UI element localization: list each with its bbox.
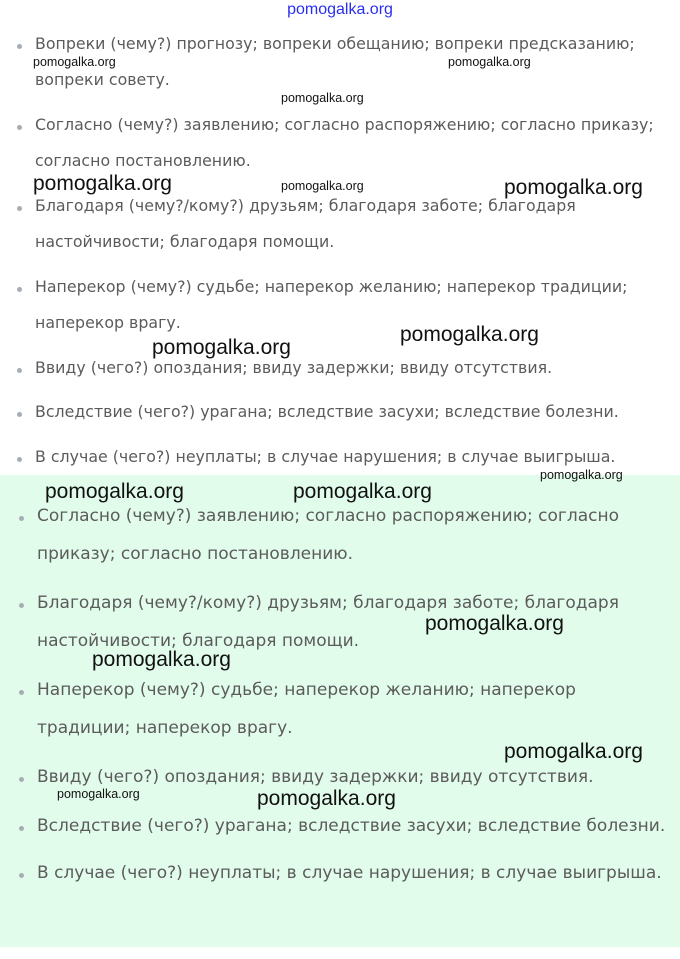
- item-line: настойчивости; благодаря помощи.: [37, 631, 360, 651]
- bullet-icon: [19, 777, 24, 782]
- watermark: pomogalka.org: [281, 91, 364, 105]
- watermark: pomogalka.org: [400, 323, 539, 346]
- item-line: Ввиду (чего?) опоздания; ввиду задержки; ввиду отсутствия.: [35, 358, 553, 377]
- watermark: pomogalka.org: [257, 787, 396, 810]
- item-line: согласно постановлению.: [35, 151, 251, 170]
- item-line: настойчивости; благодаря помощи.: [35, 232, 335, 251]
- bullet-icon: [17, 457, 22, 462]
- watermark: pomogalka.org: [45, 480, 184, 503]
- item-line: Вследствие (чего?) урагана; вследствие засухи; вследствие болезни.: [37, 816, 666, 836]
- item-line: Наперекор (чему?) судьбе; наперекор желанию; наперекор традиции;: [35, 277, 628, 296]
- item-line: приказу; согласно постановлению.: [37, 544, 354, 564]
- bullet-icon: [17, 44, 22, 49]
- watermark: pomogalka.org: [504, 176, 643, 199]
- site-link[interactable]: pomogalka.org: [287, 1, 393, 18]
- bullet-icon: [19, 690, 24, 695]
- bullet-icon: [17, 206, 22, 211]
- item-line: В случае (чего?) неуплаты; в случае нарушения; в случае выигрыша.: [35, 447, 616, 466]
- bullet-icon: [19, 516, 24, 521]
- bullet-icon: [19, 873, 24, 878]
- bullet-icon: [19, 826, 24, 831]
- item-line: Вопреки (чему?) прогнозу; вопреки обещанию; вопреки предсказанию;: [35, 34, 635, 53]
- watermark: pomogalka.org: [540, 468, 623, 482]
- bottom-section: [0, 475, 680, 947]
- item-line: В случае (чего?) неуплаты; в случае нарушения; в случае выигрыша.: [37, 863, 662, 883]
- item-line: вопреки совету.: [35, 70, 170, 89]
- watermark: pomogalka.org: [448, 55, 531, 69]
- top-section: [0, 0, 680, 475]
- watermark: pomogalka.org: [504, 740, 643, 763]
- bullet-icon: [17, 412, 22, 417]
- watermark: pomogalka.org: [425, 612, 564, 635]
- watermark: pomogalka.org: [33, 172, 172, 195]
- watermark: pomogalka.org: [293, 480, 432, 503]
- footer-strip: [0, 947, 680, 959]
- bullet-icon: [17, 125, 22, 130]
- item-line: Согласно (чему?) заявлению; согласно распоряжению; согласно приказу;: [35, 115, 654, 134]
- item-line: традиции; наперекор врагу.: [37, 718, 293, 738]
- bullet-icon: [17, 368, 22, 373]
- item-line: Наперекор (чему?) судьбе; наперекор желанию; наперекор: [37, 680, 576, 700]
- item-line: Согласно (чему?) заявлению; согласно распоряжению; согласно: [37, 506, 619, 526]
- bullet-icon: [19, 603, 24, 608]
- item-line: Благодаря (чему?/кому?) друзьям; благодаря заботе; благодаря: [37, 593, 619, 613]
- watermark: pomogalka.org: [281, 179, 364, 193]
- bullet-icon: [17, 287, 22, 292]
- watermark: pomogalka.org: [33, 55, 116, 69]
- watermark: pomogalka.org: [57, 787, 140, 801]
- item-line: Ввиду (чего?) опоздания; ввиду задержки; ввиду отсутствия.: [37, 767, 594, 787]
- watermark: pomogalka.org: [92, 648, 231, 671]
- item-line: Вследствие (чего?) урагана; вследствие засухи; вследствие болезни.: [35, 402, 619, 421]
- item-line: Благодаря (чему?/кому?) друзьям; благодаря заботе; благодаря: [35, 196, 576, 215]
- item-line: наперекор врагу.: [35, 313, 181, 332]
- watermark: pomogalka.org: [152, 336, 291, 359]
